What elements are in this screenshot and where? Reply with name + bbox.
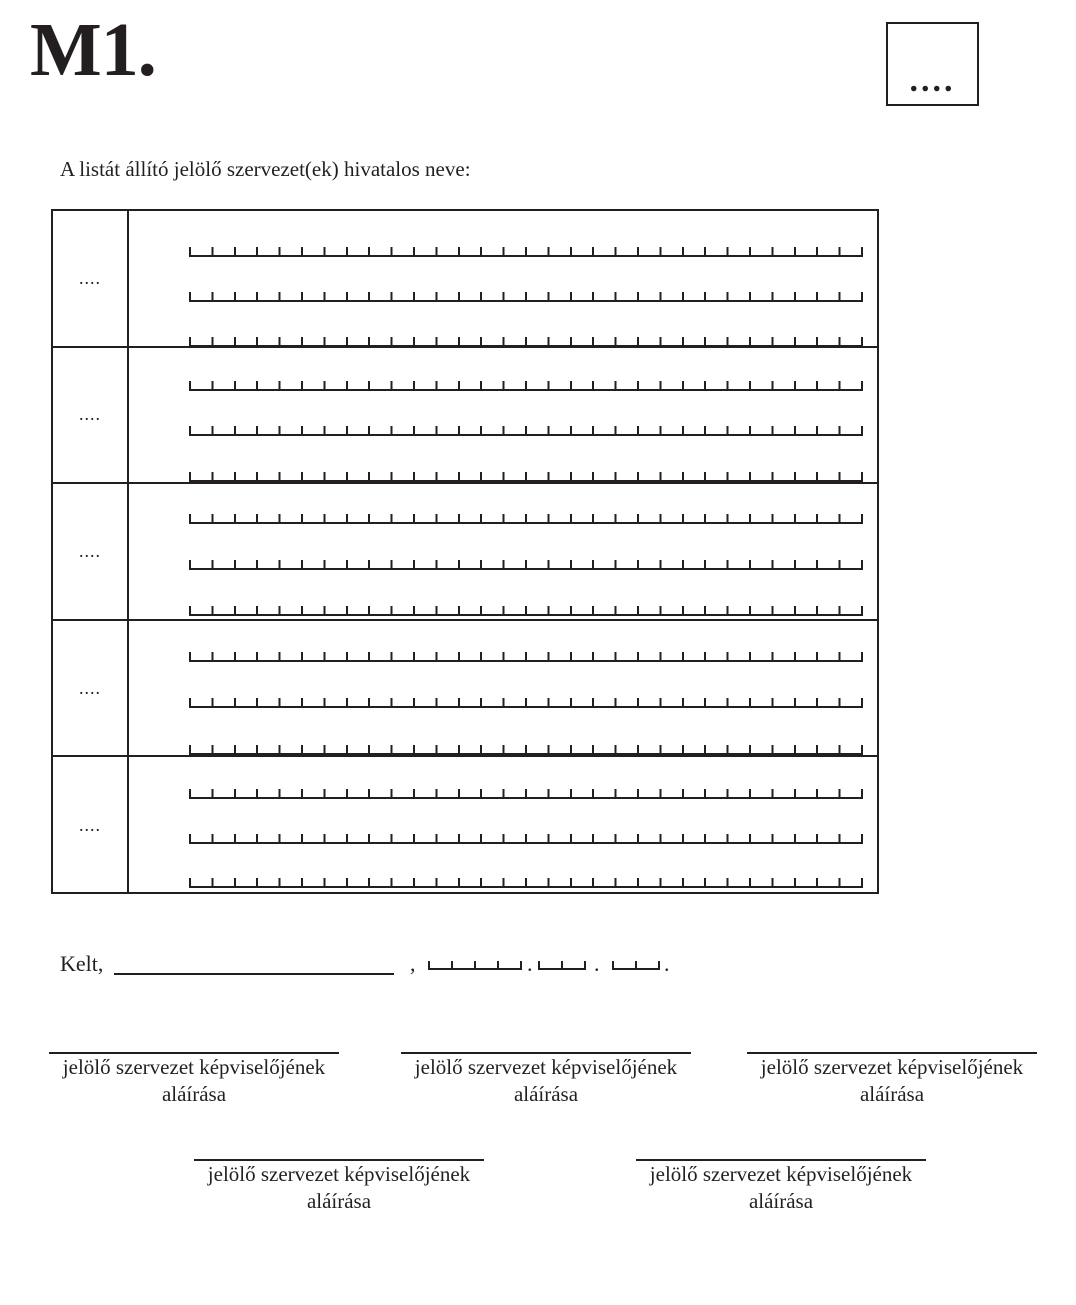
signature-block bbox=[396, 1052, 696, 1108]
org-name-input-line[interactable] bbox=[189, 834, 863, 844]
signature-block bbox=[631, 1159, 931, 1215]
kelt-comma: , bbox=[410, 951, 416, 976]
date-separator: . bbox=[527, 951, 533, 976]
signature-caption: jelölő szervezet képviselőjének bbox=[649, 1162, 913, 1186]
org-name-input-line[interactable] bbox=[189, 426, 863, 436]
org-row bbox=[53, 484, 877, 621]
org-name-input-line[interactable] bbox=[189, 247, 863, 257]
org-name-table bbox=[51, 209, 879, 894]
signature-caption: jelölő szervezet képviselőjének bbox=[62, 1055, 326, 1079]
day-input-box[interactable] bbox=[612, 961, 660, 970]
month-input-box[interactable] bbox=[538, 961, 586, 970]
org-name-input-line[interactable] bbox=[189, 292, 863, 302]
signature-caption: jelölő szervezet képviselőjének bbox=[207, 1162, 471, 1186]
org-name-input-line[interactable] bbox=[189, 745, 863, 755]
signature-block bbox=[742, 1052, 1042, 1108]
signature-caption: jelölő szervezet képviselőjének bbox=[760, 1055, 1024, 1079]
org-name-input-line[interactable] bbox=[189, 652, 863, 662]
signature-caption-2: aláírása bbox=[513, 1082, 579, 1106]
org-name-input-line[interactable] bbox=[189, 560, 863, 570]
org-row bbox=[53, 211, 877, 348]
form-code: M1. bbox=[30, 8, 156, 92]
org-row bbox=[53, 757, 877, 894]
org-row-number: .... bbox=[53, 757, 129, 894]
org-name-input-line[interactable] bbox=[189, 789, 863, 799]
signature-caption-2: aláírása bbox=[859, 1082, 925, 1106]
signature-caption-2: aláírása bbox=[748, 1189, 814, 1213]
signature-caption-2: aláírása bbox=[306, 1189, 372, 1213]
date-separator: . bbox=[594, 951, 600, 976]
org-row-number: .... bbox=[53, 211, 129, 346]
org-name-input-line[interactable] bbox=[189, 472, 863, 482]
list-number-placeholder: .... bbox=[909, 62, 956, 99]
signature-caption-2: aláírása bbox=[161, 1082, 227, 1106]
org-name-input-line[interactable] bbox=[189, 698, 863, 708]
org-row bbox=[53, 348, 877, 485]
signature-block bbox=[189, 1159, 489, 1215]
signature-caption: jelölő szervezet képviselőjének bbox=[414, 1055, 678, 1079]
org-row-number: .... bbox=[53, 484, 129, 619]
date-separator: . bbox=[664, 951, 670, 976]
org-row bbox=[53, 621, 877, 758]
place-input-line[interactable] bbox=[114, 973, 394, 975]
org-name-input-line[interactable] bbox=[189, 381, 863, 391]
org-row-number: .... bbox=[53, 348, 129, 483]
org-name-input-line[interactable] bbox=[189, 514, 863, 524]
org-name-label: A listát állító jelölő szervezet(ek) hivatalos neve: bbox=[60, 157, 471, 181]
org-name-input-line[interactable] bbox=[189, 606, 863, 616]
org-row-number: .... bbox=[53, 621, 129, 756]
org-name-input-line[interactable] bbox=[189, 337, 863, 347]
org-name-input-line[interactable] bbox=[189, 878, 863, 888]
kelt-label: Kelt, bbox=[60, 951, 104, 976]
year-input-box[interactable] bbox=[428, 961, 522, 970]
signature-block bbox=[44, 1052, 344, 1108]
list-number-box[interactable] bbox=[886, 22, 979, 106]
